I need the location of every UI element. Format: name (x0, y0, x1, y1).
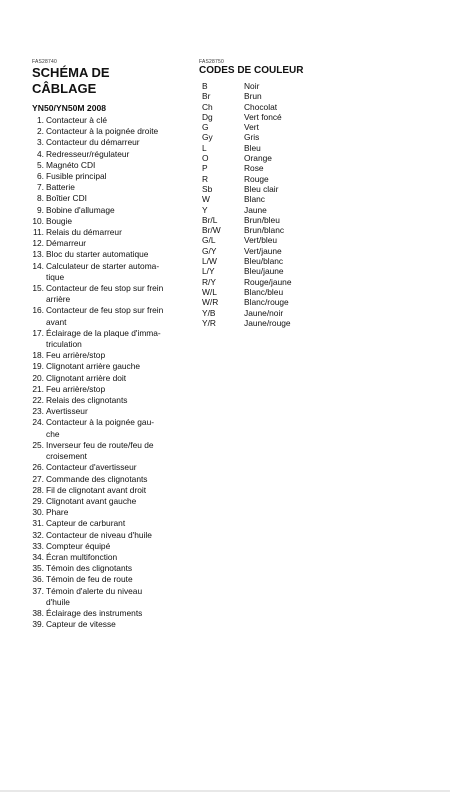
color-code: P (202, 163, 208, 174)
color-code-row (199, 132, 359, 142)
color-name: Rose (244, 163, 264, 174)
component-list-item (32, 115, 192, 126)
item-number: 33. (32, 540, 44, 551)
item-text-line: Relais des clignotants (46, 395, 128, 406)
color-code-row (199, 194, 359, 204)
component-list-item (32, 238, 192, 249)
item-number: 10. (32, 215, 44, 226)
component-list-item (32, 361, 192, 372)
component-list-item (32, 227, 192, 238)
color-code: Y/B (202, 307, 216, 318)
item-text-line: Contacteur de feu stop sur frein (46, 305, 164, 316)
item-number: 34. (32, 551, 44, 562)
item-number: 4. (37, 148, 44, 159)
color-code-row (199, 91, 359, 101)
color-name: Blanc/rouge (244, 297, 289, 308)
color-code: G (202, 122, 209, 133)
color-code: Br (202, 91, 211, 102)
color-codes-section (199, 59, 359, 328)
item-text-line: Relais du démarreur (46, 227, 122, 238)
component-list-item (32, 462, 192, 473)
component-list-item (32, 496, 192, 507)
color-code-row (199, 277, 359, 287)
item-text-line: Contacteur à la poignée gau- (46, 417, 155, 428)
item-number: 35. (32, 563, 44, 574)
item-number: 28. (32, 484, 44, 495)
color-name: Bleu (244, 142, 261, 153)
color-code-row (199, 153, 359, 163)
item-number: 13. (32, 249, 44, 260)
color-code: W (202, 194, 210, 205)
component-list-item (32, 417, 192, 439)
item-number: 6. (37, 171, 44, 182)
component-list-item (32, 205, 192, 216)
item-text-line: Commande des clignotants (46, 473, 148, 484)
color-code-row (199, 174, 359, 184)
color-code: R (202, 173, 209, 184)
color-code: G/L (202, 235, 216, 246)
item-text-line: Démarreur (46, 238, 87, 249)
item-number: 39. (32, 619, 44, 630)
component-list-item (32, 608, 192, 619)
item-text-line: croisement (46, 451, 87, 462)
section-code: FAS28750 (199, 59, 224, 65)
color-code-row (199, 266, 359, 276)
item-text-line: Clignotant arrière gauche (46, 361, 141, 372)
item-text-line: Boîtier CDI (46, 193, 87, 204)
item-number: 25. (32, 439, 44, 450)
color-name: Brun/bleu (244, 214, 280, 225)
color-code-row (199, 256, 359, 266)
item-number: 38. (32, 607, 44, 618)
color-name: Jaune/rouge (244, 317, 291, 328)
component-list-item (32, 530, 192, 541)
item-number: 30. (32, 507, 44, 518)
item-number: 19. (32, 361, 44, 372)
component-list-item (32, 249, 192, 260)
component-list-item (32, 283, 192, 305)
component-list-item (32, 552, 192, 563)
color-code-row (199, 246, 359, 256)
component-list-item (32, 149, 192, 160)
page-bottom-rule (0, 790, 450, 792)
color-codes-title: CODES DE COULEUR (199, 65, 304, 76)
item-text-line: Feu arrière/stop (46, 383, 106, 394)
item-text-line: che (46, 428, 60, 439)
color-name: Chocolat (244, 101, 278, 112)
component-list-item (32, 586, 192, 608)
color-code-row (199, 184, 359, 194)
color-code-row (199, 235, 359, 245)
component-list-item (32, 216, 192, 227)
item-text-line: Capteur de vitesse (46, 619, 116, 630)
item-text-line: Inverseur feu de route/feu de (46, 439, 154, 450)
color-code-row (199, 143, 359, 153)
color-name: Vert/jaune (244, 245, 282, 256)
color-code: G/Y (202, 245, 217, 256)
color-code: Dg (202, 111, 213, 122)
color-name: Bleu clair (244, 183, 279, 194)
color-name: Jaune (244, 204, 267, 215)
color-code-row (199, 308, 359, 318)
color-code: Y/R (202, 317, 216, 328)
component-list-item (32, 328, 192, 350)
color-name: Blanc (244, 194, 265, 205)
color-code: Br/W (202, 225, 221, 236)
item-text-line: Bobine d'allumage (46, 204, 115, 215)
page-title-line-2: CÂBLAGE (32, 81, 97, 96)
color-code-row (199, 102, 359, 112)
component-list-item (32, 373, 192, 384)
component-list-item (32, 261, 192, 283)
color-code-row (199, 287, 359, 297)
item-text-line: arrière (46, 294, 71, 305)
color-name: Vert (244, 122, 259, 133)
item-text-line: Éclairage de la plaque d'imma- (46, 327, 161, 338)
component-list-item (32, 137, 192, 148)
item-number: 12. (32, 238, 44, 249)
item-number: 20. (32, 372, 44, 383)
item-number: 16. (32, 305, 44, 316)
color-name: Orange (244, 153, 272, 164)
color-code: W/R (202, 297, 219, 308)
item-number: 36. (32, 574, 44, 585)
item-number: 5. (37, 159, 44, 170)
item-text-line: Contacteur de niveau d'huile (46, 529, 152, 540)
component-list-item (32, 171, 192, 182)
item-number: 2. (37, 126, 44, 137)
color-code-row (199, 215, 359, 225)
item-text-line: Contacteur à clé (46, 115, 107, 125)
item-number: 17. (32, 327, 44, 338)
item-text-line: Redresseur/régulateur (46, 148, 130, 159)
page-title-line-1: SCHÉMA DE (32, 65, 110, 80)
color-name: Rouge (244, 173, 269, 184)
color-code-row (199, 225, 359, 235)
color-code: L (202, 142, 207, 153)
color-code-row (199, 112, 359, 122)
component-list-item (32, 440, 192, 462)
component-list-item (32, 350, 192, 361)
item-number: 32. (32, 529, 44, 540)
component-list-item (32, 406, 192, 417)
item-text-line: Clignotant arrière doit (46, 372, 127, 383)
item-text-line: Magnéto CDI (46, 159, 96, 170)
item-text-line: Clignotant avant gauche (46, 495, 137, 506)
item-text-line: d'huile (46, 596, 70, 607)
color-code-row (199, 205, 359, 215)
color-name: Bleu/jaune (244, 266, 284, 277)
component-list-item (32, 474, 192, 485)
item-text-line: Contacteur à la poignée droite (46, 126, 159, 137)
color-code: Ch (202, 101, 213, 112)
item-text-line: Feu arrière/stop (46, 350, 106, 361)
component-list-item (32, 395, 192, 406)
item-text-line: Contacteur d'avertisseur (46, 462, 137, 473)
component-list-item (32, 384, 192, 395)
component-list-item (32, 541, 192, 552)
item-text-line: Éclairage des instruments (46, 607, 143, 618)
color-code-row (199, 297, 359, 307)
item-number: 11. (32, 227, 44, 238)
item-number: 8. (37, 193, 44, 204)
component-list-item (32, 305, 192, 327)
color-code: Y (202, 204, 208, 215)
color-name: Rouge/jaune (244, 276, 292, 287)
color-code: R/Y (202, 276, 216, 287)
component-list-item (32, 193, 192, 204)
color-name: Noir (244, 81, 260, 91)
color-code-row (199, 318, 359, 328)
color-code: Gy (202, 132, 213, 143)
color-name: Vert/bleu (244, 235, 278, 246)
item-number: 27. (32, 473, 44, 484)
item-text-line: Bloc du starter automatique (46, 249, 149, 260)
color-code: Sb (202, 183, 213, 194)
component-list-item (32, 485, 192, 496)
item-number: 3. (37, 137, 44, 148)
color-code: Br/L (202, 214, 218, 225)
component-list-item (32, 518, 192, 529)
item-text-line: Phare (46, 507, 69, 518)
item-text-line: Écran multifonction (46, 551, 118, 562)
item-number: 9. (37, 204, 44, 215)
component-list-item (32, 507, 192, 518)
item-number: 29. (32, 495, 44, 506)
item-text-line: avant (46, 316, 67, 327)
item-number: 14. (32, 260, 44, 271)
color-code: L/W (202, 256, 217, 267)
item-text-line: tique (46, 271, 65, 282)
item-number: 21. (32, 383, 44, 394)
item-number: 31. (32, 518, 44, 529)
component-list-item (32, 126, 192, 137)
component-list-item (32, 563, 192, 574)
item-number: 23. (32, 406, 44, 417)
color-code: W/L (202, 286, 217, 297)
item-text-line: Calculateur de starter automa- (46, 260, 160, 271)
item-number: 37. (32, 585, 44, 596)
section-code: FAS28740 (32, 59, 57, 65)
item-text-line: Témoin des clignotants (46, 563, 133, 574)
item-text-line: Compteur équipé (46, 540, 111, 551)
item-text-line: Avertisseur (46, 406, 88, 417)
item-number: 18. (32, 350, 44, 361)
item-text-line: Batterie (46, 182, 75, 193)
item-number: 7. (37, 182, 44, 193)
component-list (32, 115, 192, 630)
color-code-row (199, 163, 359, 173)
item-text-line: Témoin de feu de route (46, 574, 133, 585)
component-list-item (32, 619, 192, 630)
model-subtitle: YN50/YN50M 2008 (32, 103, 107, 113)
color-code: L/Y (202, 266, 215, 277)
color-code: B (202, 81, 208, 91)
item-number: 26. (32, 462, 44, 473)
item-number: 15. (32, 283, 44, 294)
item-text-line: Fil de clignotant avant droit (46, 484, 147, 495)
color-code-row (199, 81, 359, 91)
item-number: 22. (32, 395, 44, 406)
component-list-item (32, 182, 192, 193)
color-code: O (202, 153, 209, 164)
page-title (32, 65, 192, 97)
item-text-line: Bougie (46, 215, 73, 226)
item-text-line: Témoin d'alerte du niveau (46, 585, 143, 596)
item-number: 1. (37, 115, 44, 125)
color-name: Jaune/noir (244, 307, 284, 318)
color-name: Blanc/bleu (244, 286, 284, 297)
item-text-line: Fusible principal (46, 171, 107, 182)
item-text-line: Contacteur de feu stop sur frein (46, 283, 164, 294)
component-list-item (32, 160, 192, 171)
color-name: Brun (244, 91, 262, 102)
color-name: Brun/blanc (244, 225, 285, 236)
item-text-line: Contacteur du démarreur (46, 137, 140, 148)
color-name: Vert foncé (244, 111, 282, 122)
wiring-diagram-section (32, 59, 192, 630)
color-name: Bleu/blanc (244, 256, 284, 267)
color-code-row (199, 122, 359, 132)
color-name: Gris (244, 132, 260, 143)
item-text-line: Capteur de carburant (46, 518, 126, 529)
item-number: 24. (32, 417, 44, 428)
color-code-table (199, 81, 359, 328)
item-text-line: triculation (46, 339, 82, 350)
component-list-item (32, 574, 192, 585)
